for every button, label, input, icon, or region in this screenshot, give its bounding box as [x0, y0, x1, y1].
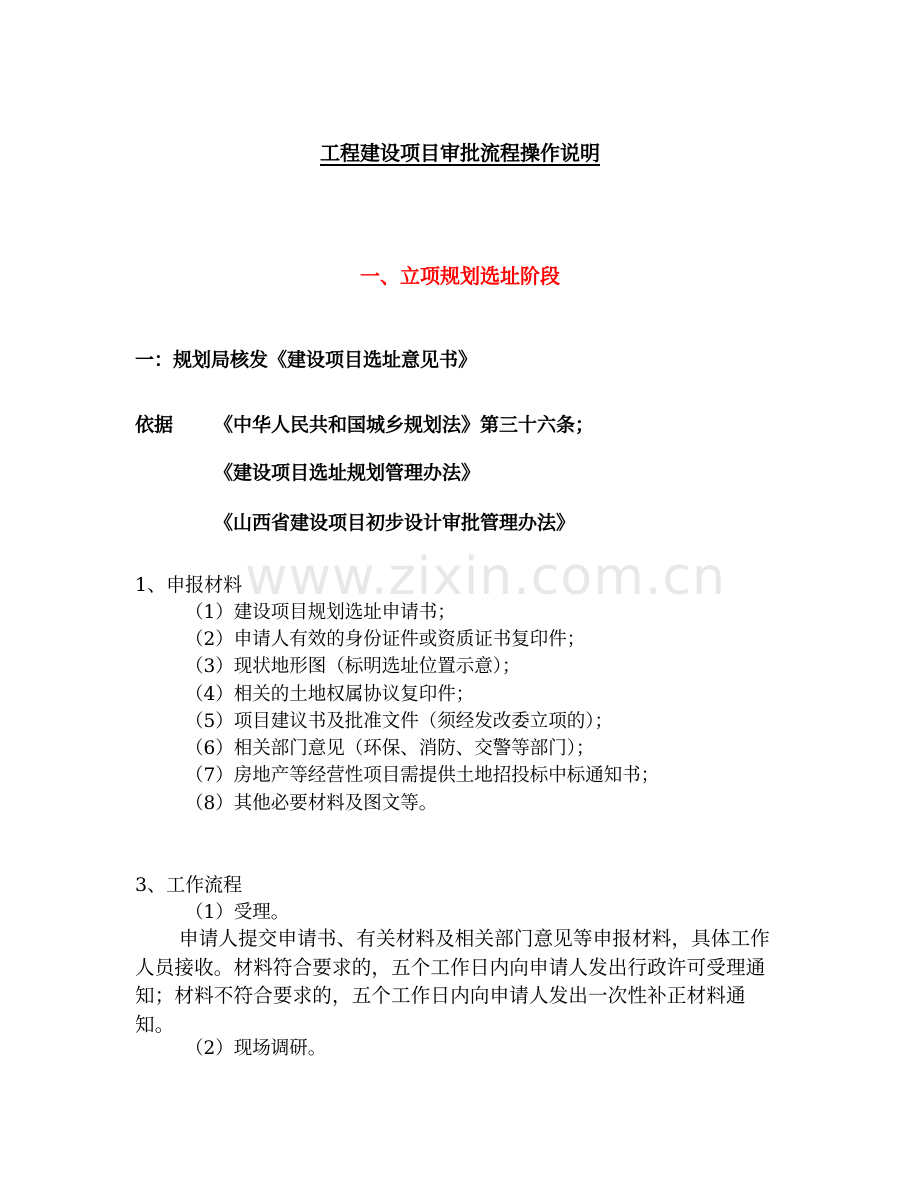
item-title: 一：规划局核发《建设项目选址意见书》 — [135, 349, 478, 371]
material-item: （4）相关的土地权属协议复印件； — [185, 684, 475, 705]
material-item: （6）相关部门意见（环保、消防、交警等部门）； — [185, 738, 595, 759]
materials-heading: 1、申报材料 — [135, 574, 243, 596]
material-item: （8）其他必要材料及图文等。 — [185, 793, 438, 814]
basis-line: 《中华人民共和国城乡规划法》第三十六条； — [214, 414, 595, 436]
material-item: （2）申请人有效的身份证件或资质证书复印件； — [185, 629, 586, 650]
basis-label: 依据 — [135, 414, 174, 436]
material-item: （7）房地产等经营性项目需提供土地招投标中标通知书； — [185, 765, 660, 786]
workflow-heading: 3、工作流程 — [135, 874, 243, 896]
document-title-text: 工程建设项目审批流程操作说明 — [320, 141, 600, 165]
material-item: （3）现状地形图（标明选址位置示意）； — [185, 656, 521, 677]
watermark: www.zixin.com.cn — [245, 547, 726, 607]
material-item: （5）项目建议书及批准文件（须经发改委立项的）； — [185, 711, 614, 732]
document-title — [0, 137, 920, 166]
section-title: 一、立项规划选址阶段 — [360, 264, 560, 288]
workflow-step: （1）受理。 — [185, 902, 290, 923]
material-item: （1）建设项目规划选址申请书； — [185, 602, 456, 623]
basis-line: 《山西省建设项目初步设计审批管理办法》 — [214, 512, 576, 534]
basis-line: 《建设项目选址规划管理办法》 — [214, 462, 481, 484]
workflow-paragraph: 申请人提交申请书、有关材料及相关部门意见等申报材料，具体工作人员接收。材料符合要求的，五个工作日内向申请人发出行政许可受理通知；材料不符合要求的，五个工作日内向申请人发出一次性补正材料通知。 — [135, 927, 771, 1036]
workflow-step: （2）现场调研。 — [185, 1038, 327, 1059]
